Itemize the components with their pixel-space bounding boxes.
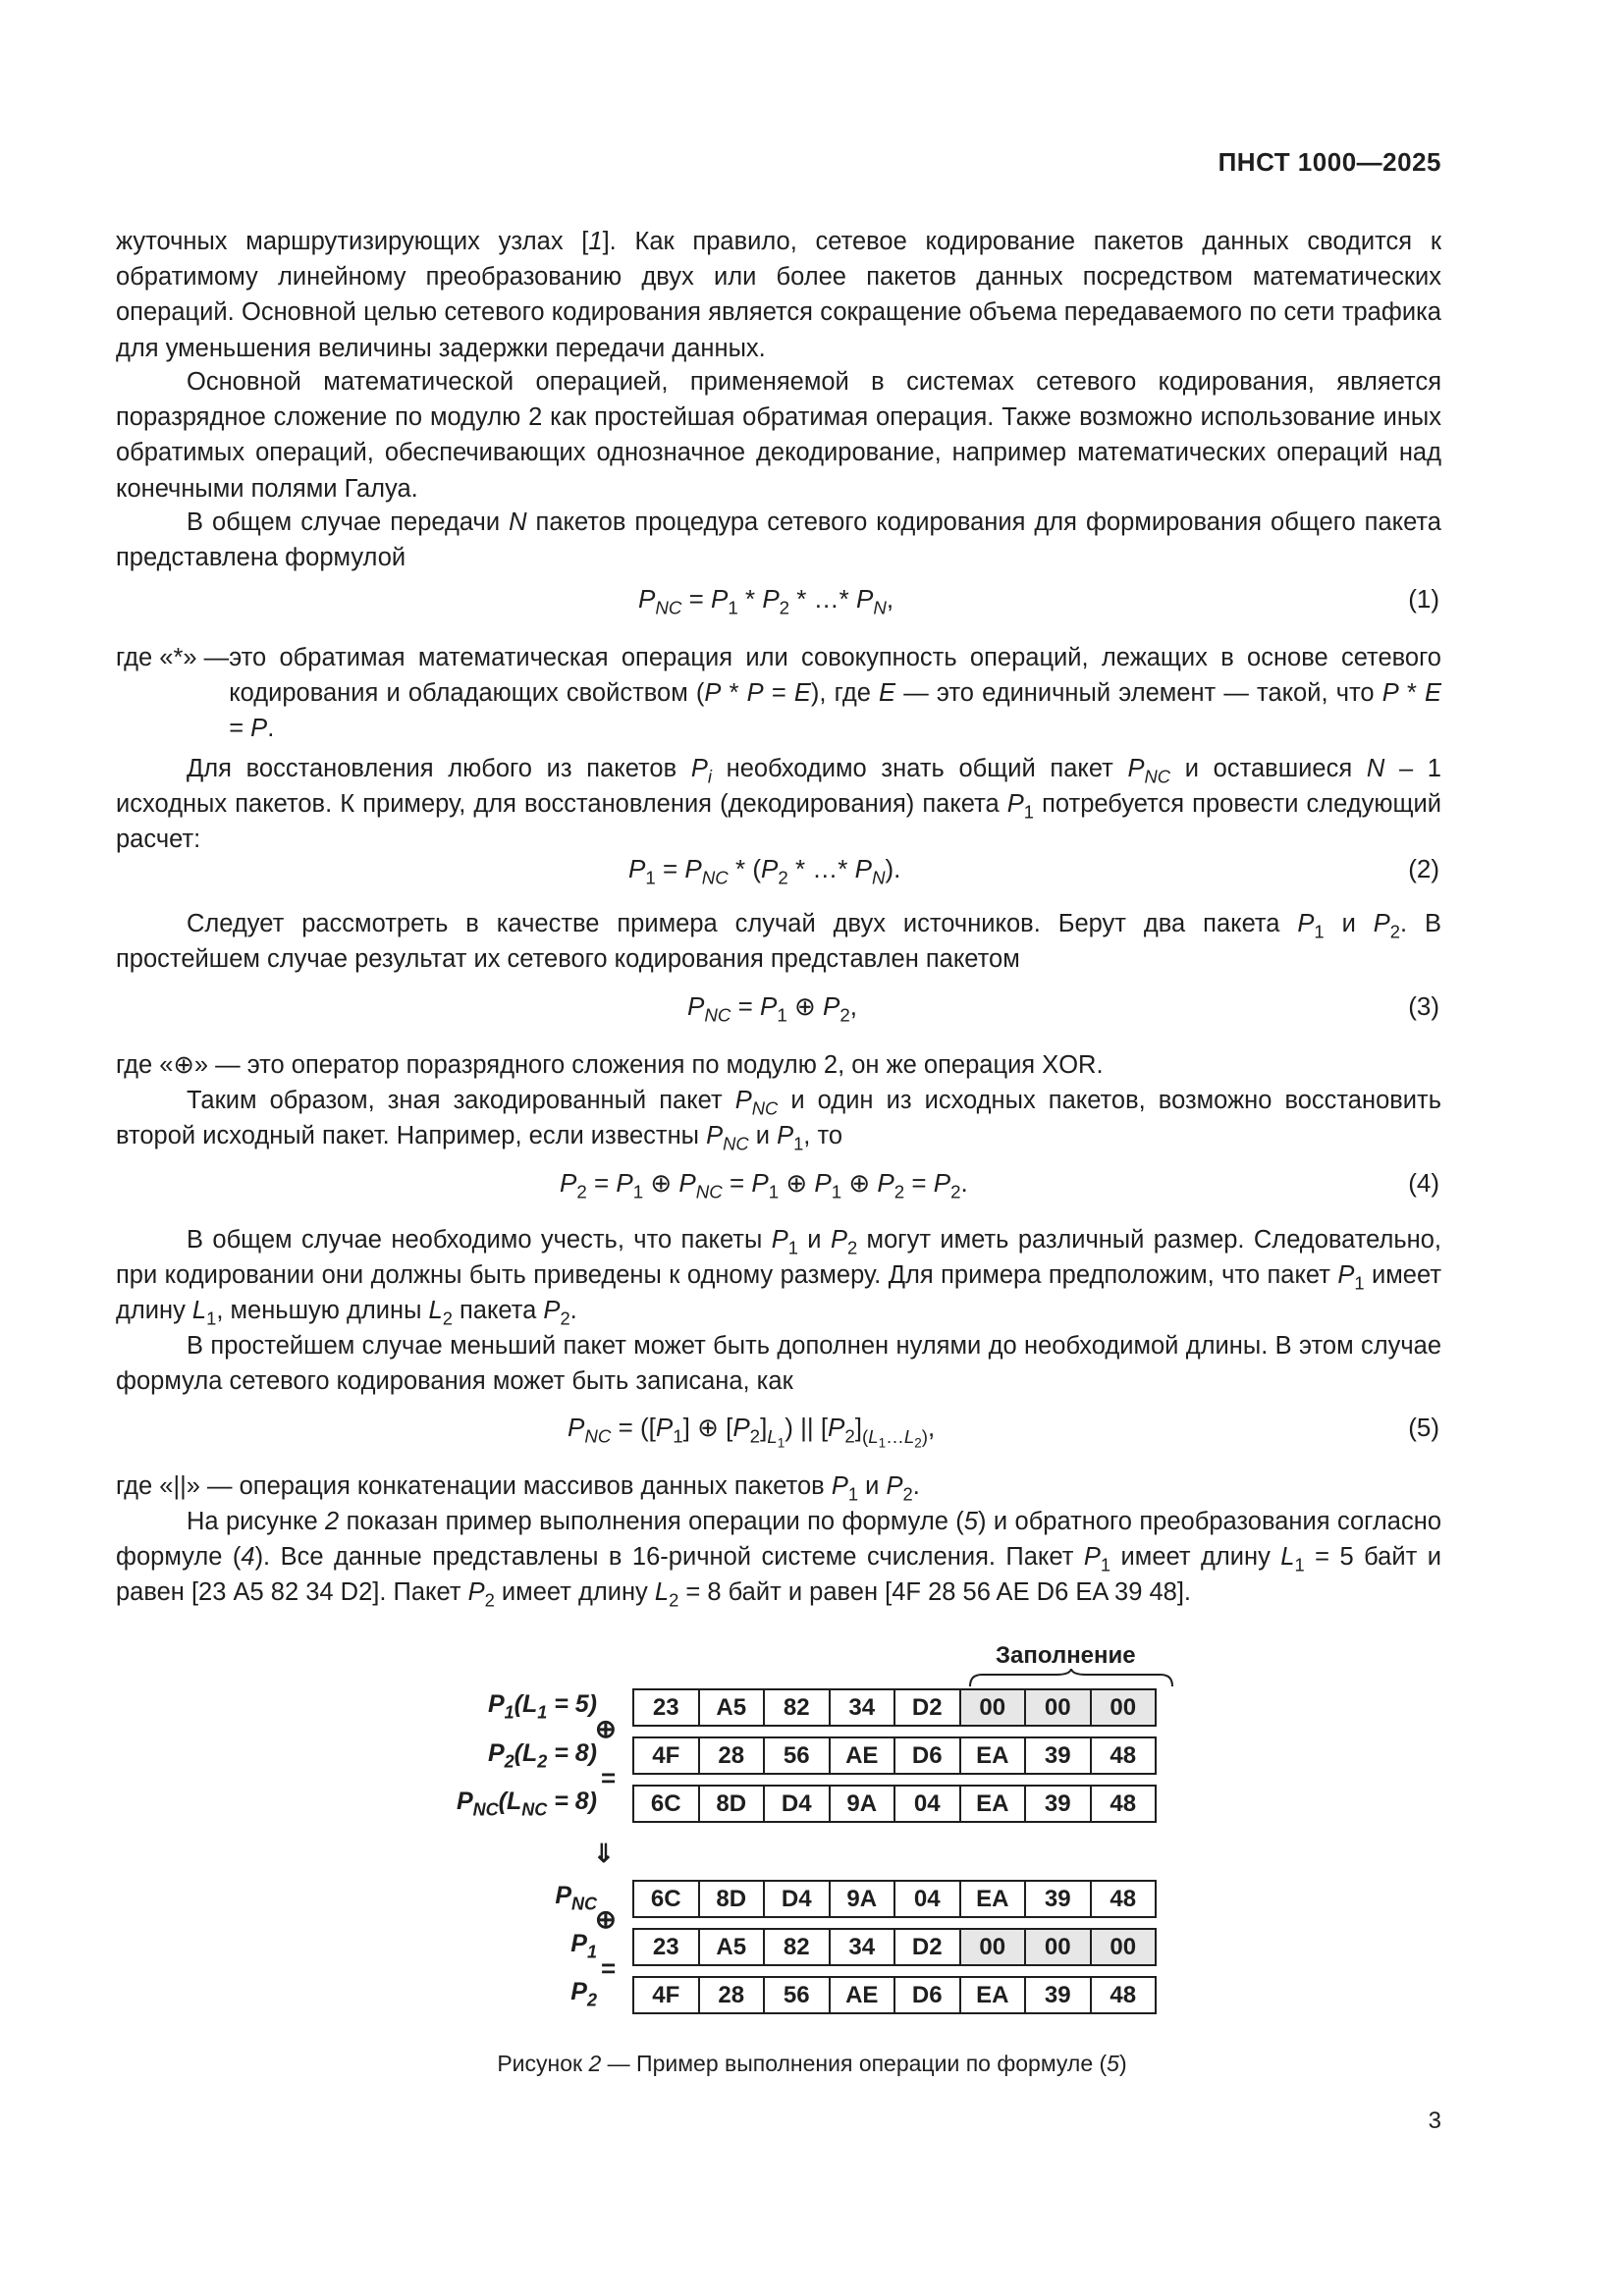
formula-2: $P_1 = P_{NC} * (P_2$ * …* $P_N$).: [628, 854, 901, 888]
formula-4: $P_2 = P_1$ ⊕ $P_{NC} = P_1$ ⊕ $P_1$ ⊕ $P_2 = P_2$.: [560, 1168, 968, 1202]
byte-cell: D6: [895, 1978, 961, 2014]
label-p2-bottom: $P_2$: [570, 1978, 597, 2010]
packet-row-p2-bottom: [632, 1976, 1157, 2014]
formula-5: $P_{NC} = ([P_1]$ ⊕ $[P_2]_{L_1}$) || $[P_2]_{(L_1\dots L_2)}$,: [568, 1413, 936, 1451]
byte-cell: 00: [961, 1690, 1027, 1727]
byte-cell: 00: [1026, 1930, 1092, 1966]
packet-row-p1-bottom: [632, 1928, 1157, 1966]
byte-cell: EA: [961, 1738, 1027, 1775]
byte-cell: 56: [765, 1978, 831, 2014]
byte-cell: 28: [700, 1738, 766, 1775]
byte-cell: 23: [634, 1690, 700, 1727]
formula-2-number: (2): [1408, 854, 1439, 883]
formula-5-number: (5): [1408, 1413, 1439, 1442]
byte-cell: 4F: [634, 1978, 700, 2014]
paragraph-1: жуточных маршрутизирующих узлах [1]. Как правило, сетевое кодирование пакетов данных сводится к обратимому линейному преобразованию двух или более пакетов данных посредством математических операций. Основной целью сетевого кодирования является сокращение объема передаваемого по сети трафика для уменьшения величины задержки передачи данных.: [116, 228, 1441, 362]
where-3: где «||» — операция конкатенации массивов данных пакетов $P_1$ и $P_2$.: [116, 1472, 920, 1505]
byte-cell: D2: [895, 1930, 961, 1966]
byte-cell: A5: [700, 1690, 766, 1727]
paragraph-7: В общем случае необходимо учесть, что пакеты $P_1$ и $P_2$ могут иметь различный размер. Следовательно, при кодировании они должны быть приведены к одному размеру. Для примера предположим, что пакет $P_1$ имеет длину $L_1$, меньшую длины $L_2$ пакета $P_2$.: [116, 1226, 1442, 1329]
byte-cell: 39: [1026, 1738, 1092, 1775]
packet-row-pnc: [632, 1785, 1157, 1823]
packet-row-p2: [632, 1736, 1157, 1775]
byte-cell: 39: [1026, 1882, 1092, 1918]
byte-cell: 82: [765, 1930, 831, 1966]
equals-operator-top: =: [601, 1763, 617, 1792]
byte-cell: 56: [765, 1738, 831, 1775]
paragraph-8: В простейшем случае меньший пакет может быть дополнен нулями до необходимой длины. В этом случае формула сетевого кодирования может быть записана, как: [116, 1332, 1441, 1396]
byte-cell: 6C: [634, 1787, 700, 1823]
byte-cell: 9A: [831, 1882, 896, 1918]
byte-cell: 34: [831, 1690, 896, 1727]
byte-cell: 28: [700, 1978, 766, 2014]
byte-cell: 82: [765, 1690, 831, 1727]
label-p1-l1: $P_1(L_1 = 5)$: [487, 1690, 597, 1723]
paragraph-5: Следует рассмотреть в качестве примера случай двух источников. Берут два пакета $P_1$ и $P_2$. В простейшем случае результат их сетевого кодирования представлен пакетом: [116, 910, 1442, 974]
byte-cell: 23: [634, 1930, 700, 1966]
byte-cell: D4: [765, 1787, 831, 1823]
byte-cell: EA: [961, 1882, 1027, 1918]
byte-cell: 00: [1092, 1930, 1158, 1966]
byte-cell: EA: [961, 1787, 1027, 1823]
byte-cell: 00: [1092, 1690, 1158, 1727]
formula-1: $P_{NC} = P_1 * P_2$ * …* $P_N$,: [638, 584, 894, 618]
byte-cell: 00: [961, 1930, 1027, 1966]
fill-label: Заполнение: [996, 1642, 1136, 1669]
byte-cell: 8D: [700, 1787, 766, 1823]
paragraph-6: Таким образом, зная закодированный пакет $P_{NC}$ и один из исходных пакетов, возможно восстановить второй исходный пакет. Например, если известны $P_{NC}$ и $P_1$, то: [116, 1087, 1442, 1154]
fill-brace: [968, 1669, 1174, 1688]
byte-cell: D2: [895, 1690, 961, 1727]
equals-operator-bottom: =: [601, 1953, 617, 1983]
byte-cell: 48: [1092, 1787, 1158, 1823]
label-pnc-lnc: $P_{NC}(L_{NC} = 8)$: [456, 1788, 597, 1820]
paragraph-2: Основной математической операцией, применяемой в системах сетевого кодирования, является поразрядное сложение по модулю 2 как простейшая обратимая операция. Также возможно использование иных обратимых операций, обеспечивающих однозначное декодирование, например математических операций над конечными полями Галуа.: [116, 368, 1441, 503]
down-arrow: ⇓: [593, 1839, 615, 1868]
byte-cell: EA: [961, 1978, 1027, 2014]
byte-cell: 6C: [634, 1882, 700, 1918]
byte-cell: 4F: [634, 1738, 700, 1775]
formula-3: $P_{NC} = P_1$ ⊕ $P_2$,: [687, 991, 857, 1026]
byte-cell: 39: [1026, 1787, 1092, 1823]
packet-row-pnc-bottom: [632, 1880, 1157, 1918]
formula-3-number: (3): [1408, 991, 1439, 1021]
where-1: где «*» — это обратимая математическая операция или совокупность операций, лежащих в основе сетевого кодирования и обладающих свойством (P * P = E), где E — это единичный элемент — такой, что P * E = P.: [116, 644, 1442, 743]
page-number: 3: [1428, 2108, 1441, 2134]
byte-cell: 04: [895, 1787, 961, 1823]
byte-cell: D6: [895, 1738, 961, 1775]
figure-caption: Рисунок 2 — Пример выполнения операции по формуле (5): [497, 2051, 1127, 2076]
byte-cell: 48: [1092, 1882, 1158, 1918]
byte-cell: A5: [700, 1930, 766, 1966]
packet-row-p1: [632, 1688, 1157, 1727]
xor-operator-top: ⊕: [595, 1714, 617, 1743]
xor-operator-bottom: ⊕: [595, 1904, 617, 1934]
paragraph-4: Для восстановления любого из пакетов $P_i$ необходимо знать общий пакет $P_{NC}$ и оставшиеся N – 1 исходных пакетов. К примеру, для восстановления (декодирования) пакета $P_1$ потребуется провести следующий расчет:: [116, 755, 1441, 854]
byte-cell: 8D: [700, 1882, 766, 1918]
byte-cell: 48: [1092, 1738, 1158, 1775]
paragraph-9: На рисунке 2 показан пример выполнения операции по формуле (5) и обратного преобразования согласно формуле (4). Все данные представлены в 16-ричной системе счисления. Пакет $P_1$ имеет длину $L_1 = 5$ байт и равен [23 A5 82 34 D2]. Пакет $P_2$ имеет длину $L_2 = 8$ байт и равен [4F 28 56 AE D6 EA 39 48].: [116, 1508, 1441, 1611]
byte-cell: 48: [1092, 1978, 1158, 2014]
byte-cell: 04: [895, 1882, 961, 1918]
byte-cell: 9A: [831, 1787, 896, 1823]
byte-cell: AE: [831, 1978, 896, 2014]
paragraph-3: В общем случае передачи N пакетов процедура сетевого кодирования для формирования общего пакета представлена формулой: [116, 508, 1441, 572]
byte-cell: 00: [1026, 1690, 1092, 1727]
label-p1-bottom: $P_1$: [570, 1930, 597, 1962]
where-2: где «⊕» — это оператор поразрядного сложения по модулю 2, он же операция XOR.: [116, 1051, 1104, 1079]
formula-1-number: (1): [1408, 584, 1439, 614]
byte-cell: AE: [831, 1738, 896, 1775]
byte-cell: 34: [831, 1930, 896, 1966]
label-pnc-bottom: $P_{NC}$: [555, 1882, 597, 1914]
byte-cell: 39: [1026, 1978, 1092, 2014]
standard-code: ПНСТ 1000—2025: [1218, 147, 1441, 177]
label-p2-l2: $P_2(L_2 = 8)$: [487, 1739, 597, 1772]
formula-4-number: (4): [1408, 1168, 1439, 1198]
byte-cell: D4: [765, 1882, 831, 1918]
